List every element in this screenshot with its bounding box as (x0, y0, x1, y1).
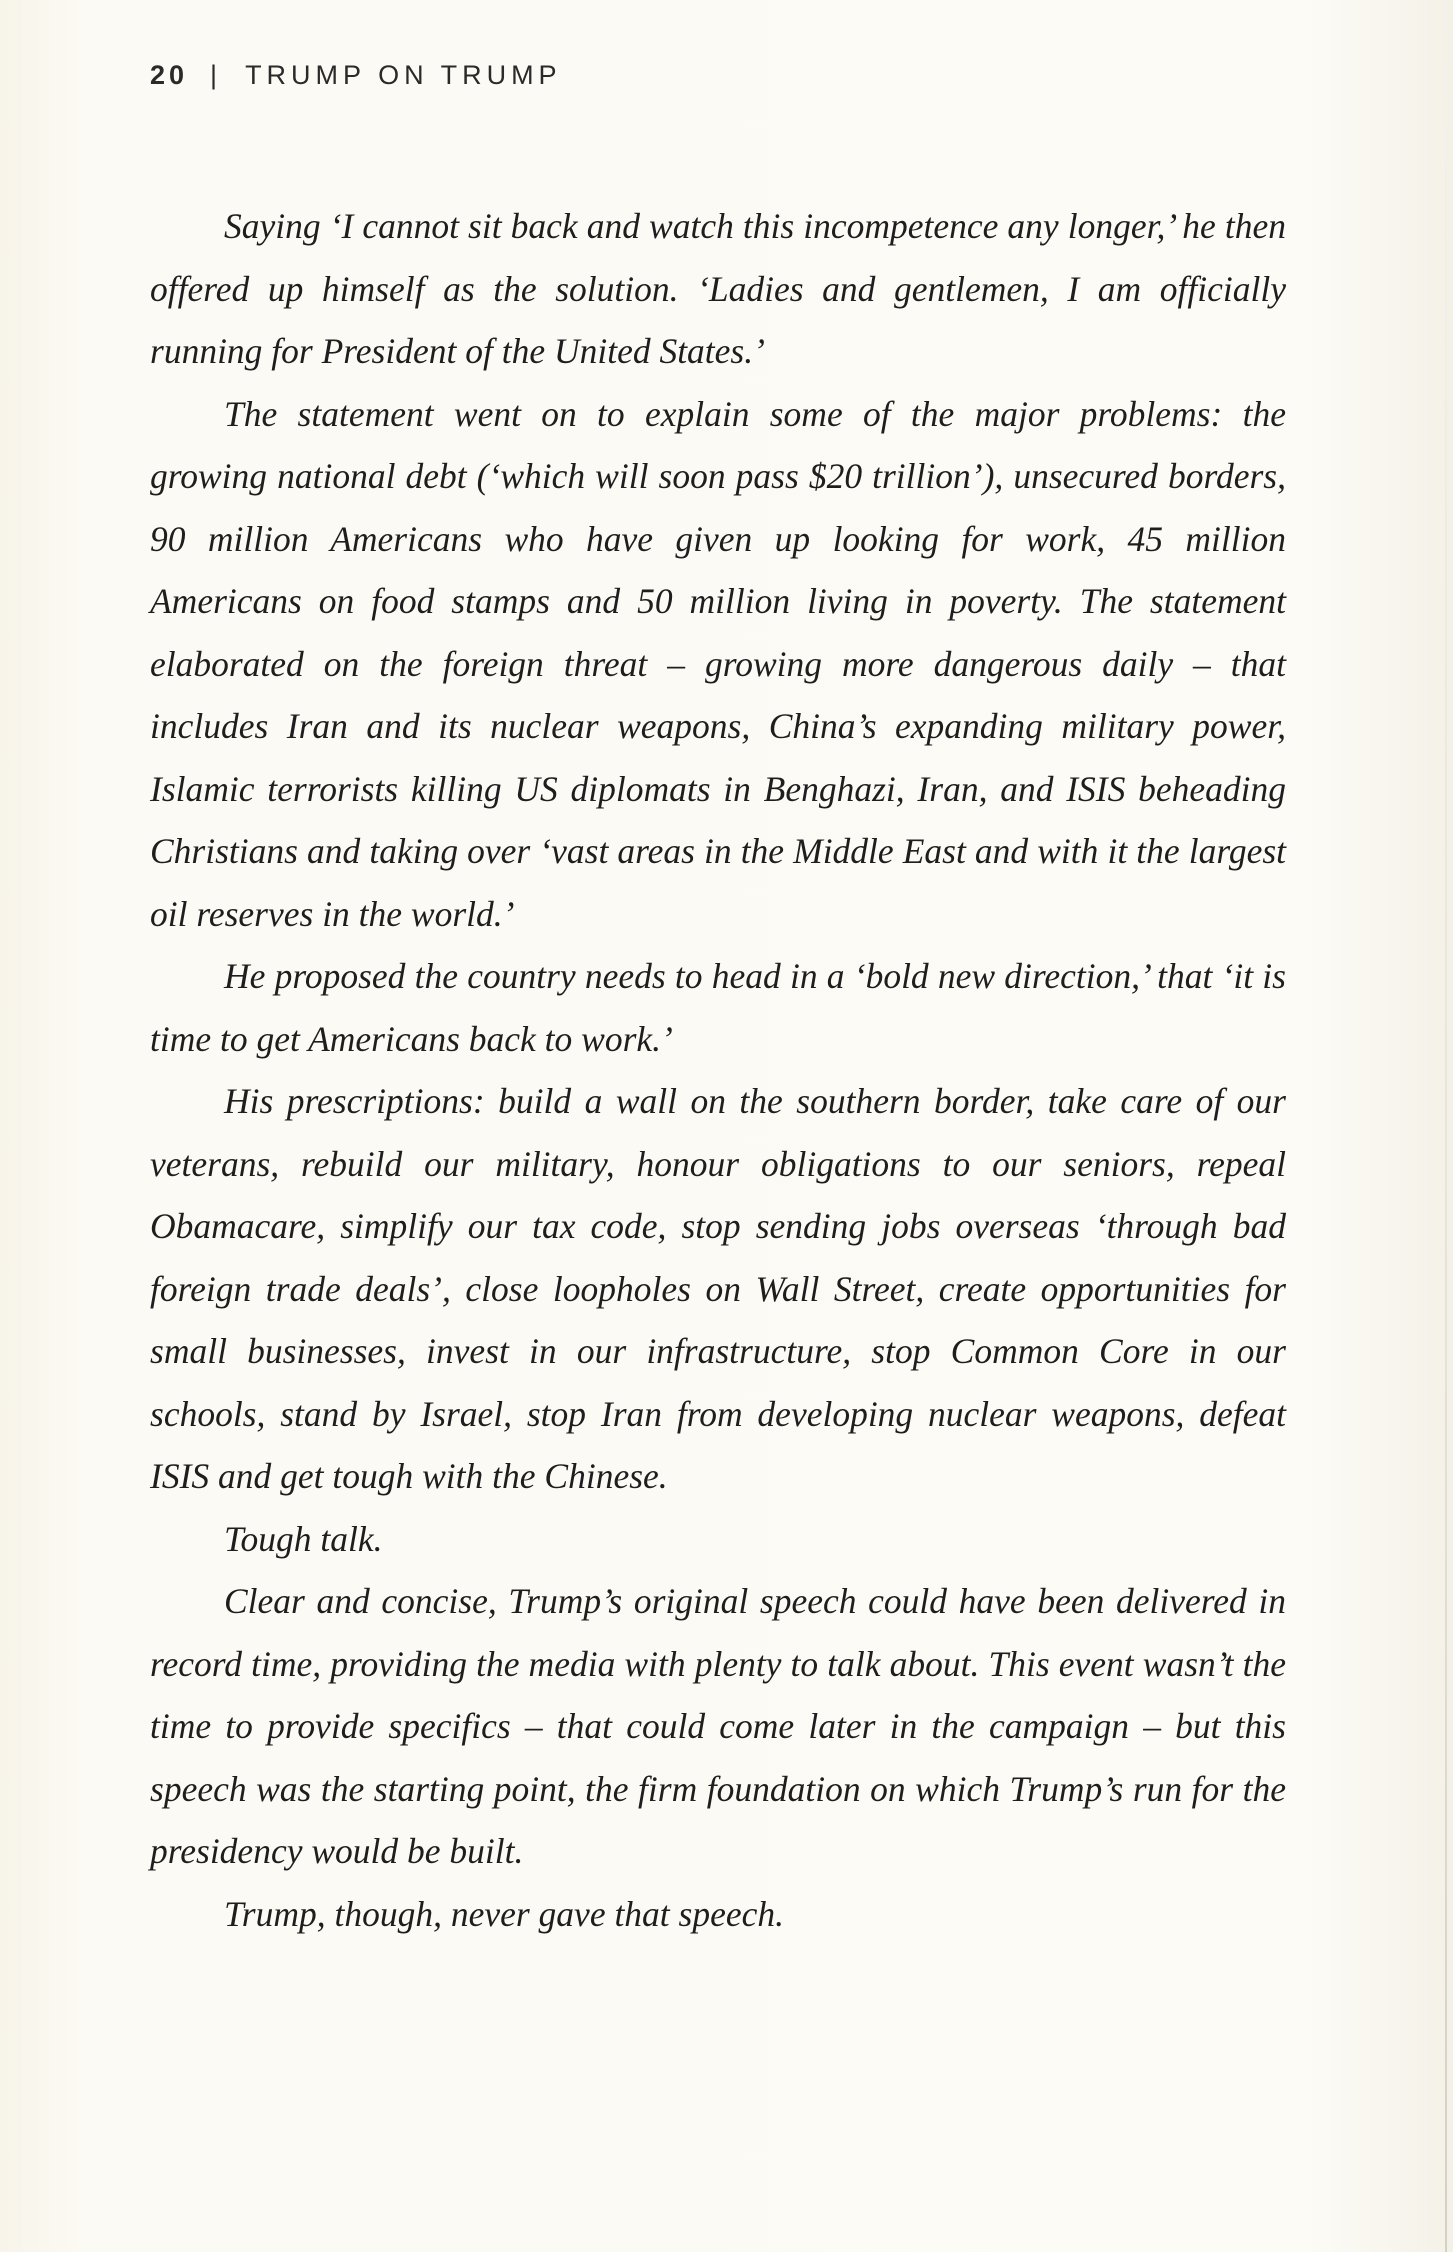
paragraph: Trump, though, never gave that speech. (224, 1893, 785, 1934)
paragraph: Tough talk. (224, 1518, 383, 1559)
paragraph: Clear and concise, Trump’s original speech could have been delivered in record time, providing the media with plenty to talk about. This event wasn’t the time to provide specifics – that could come later in the campaign – but this speech was the starting point, the firm foundation on which Trump’s run for the presidency would be built. (150, 1581, 1286, 1871)
paragraph: His prescriptions: build a wall on the southern border, take care of our veterans, rebuild our military, honour obligations to our seniors, repeal Obamacare, simplify our tax code, stop sending jobs overseas ‘through bad foreign trade deals’, close loopholes on Wall Street, create opportunities for small businesses, invest in our infrastructure, stop Common Core in our schools, stand by Israel, stop Iran from developing nuclear weapons, defeat ISIS and get tough with the Chinese. (150, 1081, 1286, 1496)
header-separator: | (210, 59, 218, 90)
page-edge-shadow (1445, 0, 1447, 2252)
running-header (150, 55, 562, 95)
book-title: TRUMP ON TRUMP (245, 59, 562, 90)
paragraph: Saying ‘I cannot sit back and watch this incompetence any longer,’ he then offered up himself as the solution. ‘Ladies and gentlemen, I am officially running for President of the United States.’ (150, 206, 1286, 371)
paragraph: The statement went on to explain some of the major problems: the growing national debt (‘which will soon pass $20 trillion’), unsecured borders, 90 million Americans who have given up looking for work, 45 million Americans on food stamps and 50 million living in poverty. The statement elaborated on the foreign threat – growing more dangerous daily – that includes Iran and its nuclear weapons, China’s expanding military power, Islamic terrorists killing US diplomats in Benghazi, Iran, and ISIS beheading Christians and taking over ‘vast areas in the Middle East and with it the largest oil reserves in the world.’ (150, 393, 1286, 934)
paragraph: He proposed the country needs to head in a ‘bold new direction,’ that ‘it is time to get Americans back to work.’ (150, 956, 1286, 1059)
page-number: 20 (150, 59, 189, 90)
body-text (150, 195, 1286, 1945)
